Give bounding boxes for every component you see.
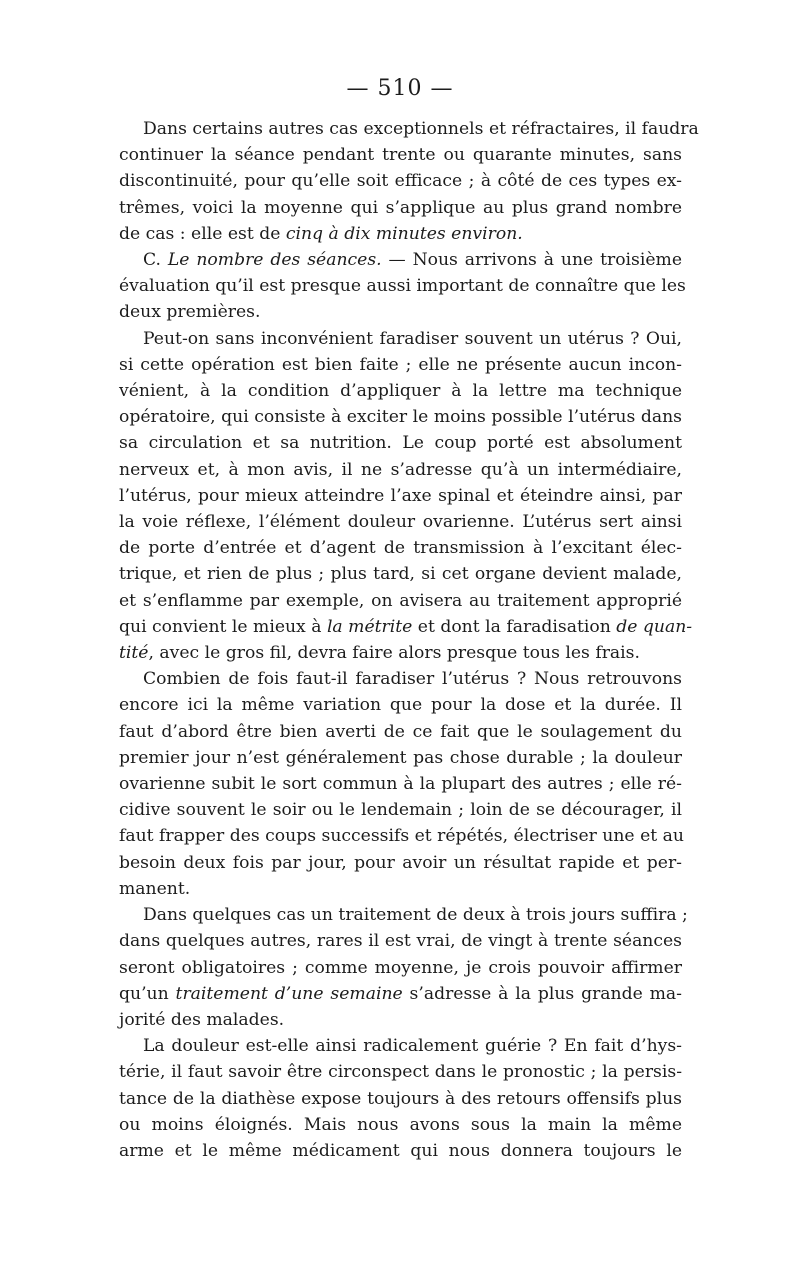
paragraph: [119, 666, 682, 902]
text-line: [119, 509, 682, 535]
text-line: [119, 273, 686, 299]
text-run: l’utérus, pour mieux atteindre l’axe spinal et éteindre ainsi, par: [119, 485, 682, 506]
italic-text-run: de quan-: [616, 616, 693, 637]
text-run: et dont la faradisation: [412, 616, 617, 637]
paragraph: [119, 326, 693, 667]
text-run: qu’un: [119, 983, 176, 1004]
text-run: jorité des malades.: [119, 1009, 285, 1030]
text-run: térie, il faut savoir être circonspect dans le pronostic ; la persis-: [119, 1062, 682, 1083]
italic-text-run: cinq à dix minutes environ.: [285, 223, 523, 244]
text-run: arme et le même médicament qui nous donnera toujours le: [119, 1140, 682, 1161]
text-run: continuer la séance pendant trente ou quarante minutes, sans: [119, 145, 682, 166]
text-line: [119, 588, 682, 614]
text-run: dans quelques autres, rares il est vrai, de vingt à trente séances: [119, 931, 682, 952]
text-line: [119, 195, 682, 221]
text-line: [119, 378, 682, 404]
text-line: [119, 221, 682, 247]
text-run: Dans quelques cas un traitement de deux à trois jours suffira ;: [143, 905, 688, 926]
text-run: cidive souvent le soir ou le lendemain ; loin de se décourager, il: [119, 800, 682, 821]
text-line: [119, 457, 682, 483]
text-run: C.: [143, 250, 168, 271]
text-line: [119, 116, 699, 142]
text-line: [119, 430, 682, 456]
text-run: la voie réflexe, l’élément douleur ovarienne. L’utérus sert ainsi: [119, 512, 682, 533]
italic-text-run: Le nombre des séances.: [167, 250, 382, 271]
text-run: nerveux et, à mon avis, il ne s’adresse qu’à un intermédiaire,: [119, 459, 682, 480]
text-run: trique, et rien de plus ; plus tard, si cet organe devient malade,: [119, 564, 682, 585]
text-line: [119, 614, 693, 640]
text-line: [119, 1033, 682, 1059]
text-line: [119, 981, 682, 1007]
body-text: [119, 116, 699, 1164]
text-run: et s’enflamme par exemple, on avisera au traitement approprié: [119, 590, 682, 611]
text-run: — Nous arrivons à une troisième: [381, 250, 682, 271]
text-line: [119, 1138, 682, 1164]
text-line: [119, 326, 682, 352]
text-line: [119, 1086, 682, 1112]
italic-text-run: tité: [119, 643, 149, 664]
text-line: [119, 928, 682, 954]
text-line: [119, 483, 682, 509]
text-run: évaluation qu’il est presque aussi important de connaître que les: [119, 276, 686, 297]
text-run: premier jour n’est généralement pas chose durable ; la douleur: [119, 747, 682, 768]
text-run: trêmes, voici la moyenne qui s’applique au plus grand nombre: [119, 197, 682, 218]
paragraph: [119, 1033, 682, 1164]
text-run: opératoire, qui consiste à exciter le moins possible l’utérus dans: [119, 407, 682, 428]
text-line: [119, 850, 682, 876]
text-run: besoin deux fois par jour, pour avoir un résultat rapide et per-: [119, 852, 682, 873]
text-line: [119, 876, 682, 902]
text-line: [119, 1059, 682, 1085]
text-line: [119, 823, 682, 849]
text-line: [119, 535, 682, 561]
text-run: seront obligatoires ; comme moyenne, je crois pouvoir affirmer: [119, 957, 682, 978]
text-line: [119, 168, 682, 194]
text-run: discontinuité, pour qu’elle soit efficace ; à côté de ces types ex-: [119, 171, 682, 192]
text-run: La douleur est-elle ainsi radicalement guérie ? En fait d’hys-: [143, 1036, 682, 1057]
page-number: — 510 —: [346, 76, 454, 101]
italic-text-run: la métrite: [326, 616, 413, 637]
text-line: [119, 771, 682, 797]
text-line: [119, 797, 682, 823]
text-line: [119, 561, 682, 587]
text-run: s’adresse à la plus grande ma-: [402, 983, 682, 1004]
text-run: deux premières.: [119, 302, 261, 323]
text-run: si cette opération est bien faite ; elle ne présente aucun incon-: [119, 354, 682, 375]
text-line: [119, 1007, 682, 1033]
text-run: ovarienne subit le sort commun à la plupart des autres ; elle ré-: [119, 774, 682, 795]
text-line: [119, 745, 682, 771]
paragraph: [119, 247, 686, 326]
text-run: faut d’abord être bien averti de ce fait que le soulagement du: [119, 721, 682, 742]
text-line: [119, 719, 682, 745]
text-line: [119, 247, 682, 273]
text-run: Combien de fois faut-il faradiser l’utérus ? Nous retrouvons: [143, 669, 682, 690]
text-run: , avec le gros fil, devra faire alors presque tous les frais.: [148, 643, 640, 664]
text-run: sa circulation et sa nutrition. Le coup porté est absolument: [119, 433, 682, 454]
text-run: qui convient le mieux à: [119, 616, 327, 637]
text-run: de cas : elle est de: [119, 223, 286, 244]
text-run: vénient, à la condition d’appliquer à la lettre ma technique: [119, 381, 682, 402]
text-line: [119, 142, 682, 168]
paragraph: [119, 902, 688, 1033]
text-run: Dans certains autres cas exceptionnels et réfractaires, il faudra: [143, 119, 699, 139]
text-line: [119, 352, 682, 378]
text-run: ou moins éloignés. Mais nous avons sous la main la même: [119, 1114, 682, 1135]
text-run: manent.: [119, 878, 191, 899]
text-run: encore ici la même variation que pour la dose et la durée. Il: [119, 695, 682, 716]
text-line: [119, 955, 682, 981]
text-run: tance de la diathèse expose toujours à des retours offensifs plus: [119, 1088, 682, 1109]
text-run: faut frapper des coups successifs et répétés, électriser une et au: [119, 826, 684, 847]
text-line: [119, 1112, 682, 1138]
text-run: de porte d’entrée et d’agent de transmission à l’excitant élec-: [119, 538, 682, 559]
text-line: [119, 640, 682, 666]
text-line: [119, 666, 682, 692]
text-line: [119, 404, 682, 430]
paragraph: [119, 116, 699, 247]
text-line: [119, 692, 682, 718]
text-line: [119, 299, 682, 325]
text-line: [119, 902, 688, 928]
text-run: Peut-on sans inconvénient faradiser souvent un utérus ? Oui,: [143, 328, 682, 349]
italic-text-run: traitement d’une semaine: [175, 983, 403, 1004]
